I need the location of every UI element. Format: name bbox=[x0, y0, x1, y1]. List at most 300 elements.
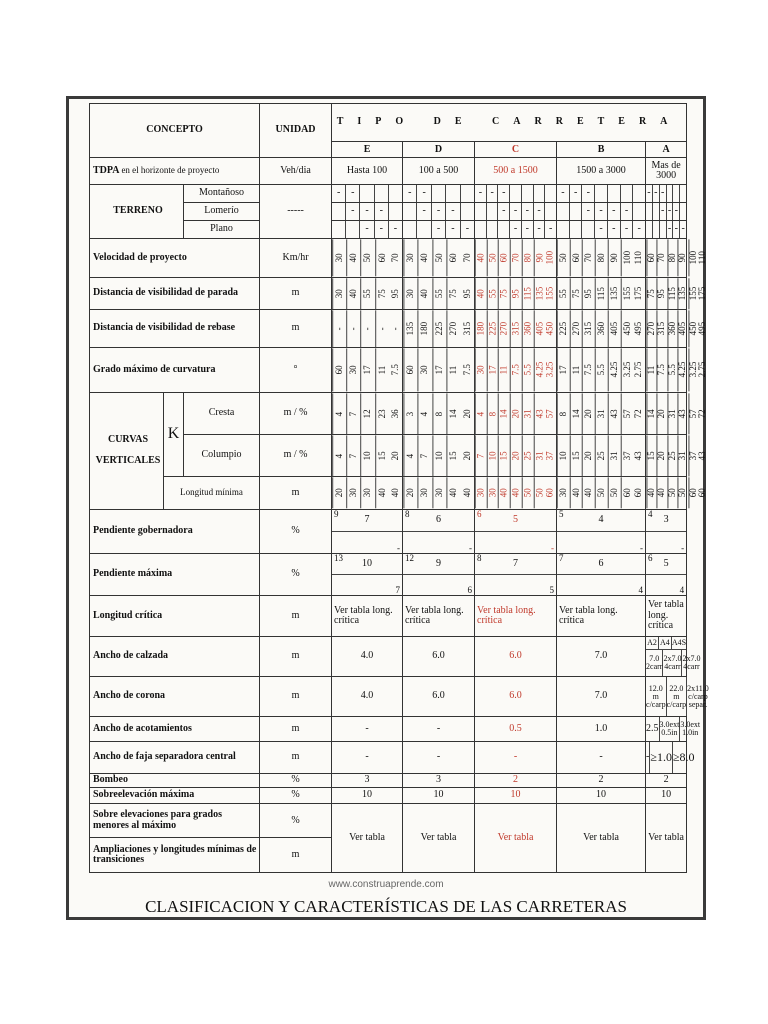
bombeo-C: 2 bbox=[475, 773, 557, 787]
gob-E-mid: 7 bbox=[364, 513, 370, 525]
cresta-B-value: 14 bbox=[570, 393, 583, 434]
columpio-label: Columpio bbox=[184, 434, 260, 476]
parada-B-value: 95 bbox=[582, 278, 595, 309]
longitud-B-value: 40 bbox=[582, 477, 595, 508]
critica-label: Longitud crítica bbox=[90, 596, 260, 636]
type-C: C bbox=[475, 142, 557, 158]
cresta-A-value: 43 bbox=[677, 393, 687, 434]
velocidad-row bbox=[90, 239, 687, 277]
columpio-D-value: 4 bbox=[403, 435, 417, 476]
curvatura-D-value: 11 bbox=[446, 348, 460, 391]
cresta-B-value: 20 bbox=[582, 393, 595, 434]
tdpa-A: Mas de 3000 bbox=[646, 158, 687, 184]
columpio-E-value: 20 bbox=[389, 451, 400, 461]
maxima-row bbox=[90, 553, 687, 595]
columpio-B-value: 15 bbox=[570, 435, 583, 476]
tdpa-E: Hasta 100 bbox=[332, 158, 403, 184]
rebase-A-value: 315 bbox=[656, 310, 666, 347]
cresta-C-value: 31 bbox=[522, 393, 534, 434]
parada-label: Distancia de visibilidad de parada bbox=[90, 277, 260, 309]
terreno-A-1: - - - bbox=[646, 184, 687, 202]
rebase-A bbox=[646, 310, 708, 347]
bombeo-label: Bombeo bbox=[90, 773, 260, 787]
parada-C-value: 95 bbox=[510, 278, 522, 309]
acotamientos-B: 1.0 bbox=[557, 717, 646, 741]
terreno-row-1 bbox=[90, 184, 687, 202]
curvatura-A-value: 5.5 bbox=[667, 348, 677, 391]
gob-B-br: - bbox=[640, 542, 644, 553]
type-B: B bbox=[557, 142, 646, 158]
road-classification-table bbox=[89, 103, 709, 873]
longitud-C-value: 50 bbox=[534, 477, 546, 508]
curvatura-E-value: 30 bbox=[346, 348, 360, 391]
maxima-label: Pendiente máxima bbox=[90, 553, 260, 595]
longitud-D-value: 40 bbox=[446, 477, 460, 508]
acotamientos-D: - bbox=[403, 717, 475, 741]
calzada-label: Ancho de calzada bbox=[90, 636, 260, 676]
longitud-D-value: 40 bbox=[461, 488, 472, 498]
ver-tabla-B: Ver tabla bbox=[557, 804, 646, 873]
parada-B bbox=[557, 278, 645, 309]
velocidad-D bbox=[403, 239, 474, 276]
cresta-C-value: 14 bbox=[498, 393, 510, 434]
cresta-label: Cresta bbox=[184, 392, 260, 434]
rebase-B-value: 225 bbox=[557, 310, 570, 347]
columpio-E bbox=[332, 435, 402, 476]
type-D: D bbox=[403, 142, 475, 158]
curvatura-B-value: 4.25 bbox=[608, 348, 621, 391]
faja-A4: ≥1.0 bbox=[650, 742, 673, 773]
rebase-A-value: 450 bbox=[688, 310, 698, 347]
parada-C-value: 40 bbox=[475, 278, 487, 309]
columpio-A-value: 43 bbox=[697, 451, 708, 461]
rebase-D bbox=[403, 310, 474, 347]
curvatura-D bbox=[403, 348, 474, 391]
acotamientos-A4: 3.0ext 0.5in bbox=[660, 717, 681, 740]
rebase-C-value: 225 bbox=[487, 310, 499, 347]
columpio-B-value: 25 bbox=[595, 435, 608, 476]
velocidad-C-value: 90 bbox=[534, 239, 546, 276]
rebase-B-value: 270 bbox=[570, 310, 583, 347]
parada-B-value: 75 bbox=[570, 278, 583, 309]
terreno-unit: ----- bbox=[260, 184, 332, 238]
parada-A bbox=[646, 278, 708, 309]
longitud-E-value: 40 bbox=[389, 488, 400, 498]
cresta-D-value: 8 bbox=[432, 393, 446, 434]
rebase-D-value: 135 bbox=[403, 310, 417, 347]
parada-A-value: 75 bbox=[646, 278, 656, 309]
curvatura-C-value: 11 bbox=[498, 348, 510, 391]
curvatura-D-value: 30 bbox=[417, 348, 431, 391]
gob-A-tl: 4 bbox=[648, 508, 653, 519]
curvatura-C-value: 17 bbox=[487, 348, 499, 391]
cresta-A-value: 72 bbox=[697, 408, 708, 418]
rebase-B-value: 495 bbox=[633, 321, 644, 336]
rebase-E-value: - bbox=[389, 326, 400, 330]
curvas-label-2: VERTICALES bbox=[95, 454, 161, 466]
parada-D-value: 75 bbox=[446, 278, 460, 309]
faja-C: - bbox=[475, 741, 557, 773]
bombeo-E: 3 bbox=[332, 773, 403, 787]
faja-unit: m bbox=[260, 741, 332, 773]
document-sheet bbox=[66, 96, 709, 920]
parada-E bbox=[332, 278, 402, 309]
longitud-C-value: 40 bbox=[498, 477, 510, 508]
parada-D-value: 95 bbox=[461, 288, 472, 298]
corona-row bbox=[90, 677, 687, 717]
acotamientos-unit: m bbox=[260, 717, 332, 741]
sobreelevacion-unit: % bbox=[260, 788, 332, 804]
columpio-D-value: 20 bbox=[461, 451, 472, 461]
gob-A-mid: 3 bbox=[663, 513, 669, 525]
a2-head: A2 bbox=[646, 637, 659, 649]
curvatura-B-value: 5.5 bbox=[595, 348, 608, 391]
parada-B-value: 155 bbox=[621, 278, 634, 309]
parada-E-value: 40 bbox=[346, 278, 360, 309]
faja-A4S: ≥8.0 bbox=[672, 750, 695, 765]
sobreelevacion-row bbox=[90, 788, 687, 804]
faja-D: - bbox=[403, 741, 475, 773]
velocidad-label: Velocidad de proyecto bbox=[90, 239, 260, 277]
gob-A-br: - bbox=[681, 542, 685, 553]
document-title: CLASIFICACION Y CARACTERÍSTICAS DE LAS CARRETERAS bbox=[145, 897, 627, 916]
curvatura-C-value: 3.25 bbox=[544, 361, 555, 378]
calzada-D: 6.0 bbox=[403, 636, 475, 676]
rebase-A-value: 270 bbox=[646, 310, 656, 347]
gobernadora-unit: % bbox=[260, 509, 332, 553]
longitud-B bbox=[557, 477, 645, 508]
max-B-tl: 7 bbox=[559, 552, 564, 563]
a4-head: A4 bbox=[659, 637, 672, 649]
gob-B-mid: 4 bbox=[598, 513, 604, 525]
corona-label: Ancho de corona bbox=[90, 677, 260, 717]
critica-row bbox=[90, 596, 687, 636]
max-E-mid: 10 bbox=[362, 557, 373, 569]
longitud-C bbox=[475, 477, 556, 508]
velocidad-C-value: 60 bbox=[498, 239, 510, 276]
velocidad-D-value: 70 bbox=[461, 253, 472, 263]
calzada-A4: 2x7.0 4carr bbox=[663, 650, 682, 676]
parada-A-value: 135 bbox=[677, 278, 687, 309]
terreno-lomerio: Lomerío bbox=[184, 202, 260, 220]
columpio-C-value: 37 bbox=[544, 451, 555, 461]
columpio-C-value: 15 bbox=[498, 435, 510, 476]
acotamientos-label: Ancho de acotamientos bbox=[90, 717, 260, 741]
rebase-A-value: 360 bbox=[667, 310, 677, 347]
rebase-D-value: 270 bbox=[446, 310, 460, 347]
tipo-header: TIPO DE CARRETERA bbox=[332, 104, 687, 142]
rebase-E-value: - bbox=[375, 310, 389, 347]
rebase-D-value: 225 bbox=[432, 310, 446, 347]
rebase-E-value: - bbox=[332, 310, 346, 347]
max-E-tl: 13 bbox=[334, 552, 344, 563]
header-row bbox=[90, 104, 687, 142]
rebase-C bbox=[475, 310, 556, 347]
gob-B-tl: 5 bbox=[559, 508, 564, 519]
cresta-D bbox=[403, 393, 474, 434]
velocidad-A-value: 60 bbox=[646, 239, 656, 276]
rebase-C-value: 405 bbox=[534, 310, 546, 347]
parada-A-value: 115 bbox=[667, 278, 677, 309]
corona-D: 6.0 bbox=[403, 677, 475, 717]
max-A-mid: 5 bbox=[663, 557, 669, 569]
velocidad-A-value: 90 bbox=[677, 239, 687, 276]
longitud-A-value: 40 bbox=[656, 477, 666, 508]
bombeo-B: 2 bbox=[557, 773, 646, 787]
corona-unit: m bbox=[260, 677, 332, 717]
velocidad-E bbox=[332, 239, 402, 276]
velocidad-E-value: 60 bbox=[375, 239, 389, 276]
curvatura-A bbox=[646, 348, 708, 391]
parada-C bbox=[475, 278, 556, 309]
rebase-B bbox=[557, 310, 645, 347]
faja-row bbox=[90, 741, 687, 773]
velocidad-C bbox=[475, 239, 556, 276]
longitud-E-value: 20 bbox=[332, 477, 346, 508]
curvas-label bbox=[90, 392, 164, 509]
max-C-tl: 8 bbox=[477, 552, 482, 563]
columpio-B-value: 31 bbox=[608, 435, 621, 476]
cresta-B-value: 43 bbox=[608, 393, 621, 434]
calzada-B: 7.0 bbox=[557, 636, 646, 676]
cresta-unit: m / % bbox=[260, 392, 332, 434]
max-A-br: 4 bbox=[679, 584, 685, 595]
columpio-E-value: 15 bbox=[375, 435, 389, 476]
rebase-A-value: 405 bbox=[677, 310, 687, 347]
terreno-row-3: Plano - - - - - - - - - - - - - - - - - bbox=[90, 221, 687, 239]
calzada-A2: 7.0 2carr bbox=[646, 650, 663, 676]
bombeo-D: 3 bbox=[403, 773, 475, 787]
cresta-B-value: 72 bbox=[633, 408, 644, 418]
columpio-E-value: 4 bbox=[332, 435, 346, 476]
cresta-A-value: 14 bbox=[646, 393, 656, 434]
longitud-B-value: 50 bbox=[595, 477, 608, 508]
sobreelevacion-E: 10 bbox=[332, 788, 403, 804]
parada-C-value: 75 bbox=[498, 278, 510, 309]
parada-C-value: 155 bbox=[544, 286, 555, 300]
tdpa-B: 1500 a 3000 bbox=[557, 158, 646, 184]
columpio-A-value: 25 bbox=[667, 435, 677, 476]
parada-D-value: 55 bbox=[432, 278, 446, 309]
longitud-C-value: 50 bbox=[522, 477, 534, 508]
tdpa-label-bold: TDPA bbox=[93, 164, 119, 176]
curvatura-A-value: 4.25 bbox=[677, 348, 687, 391]
longitud-C-value: 60 bbox=[544, 488, 555, 498]
rebase-A-value: 495 bbox=[697, 321, 708, 336]
a4s-head: A4S bbox=[671, 637, 687, 647]
maxima-unit: % bbox=[260, 553, 332, 595]
parada-E-value: 30 bbox=[332, 278, 346, 309]
critica-E: Ver tabla long. crítica bbox=[332, 596, 403, 636]
calzada-unit: m bbox=[260, 636, 332, 676]
velocidad-D-value: 60 bbox=[446, 239, 460, 276]
columpio-unit: m / % bbox=[260, 434, 332, 476]
columpio-C-value: 25 bbox=[522, 435, 534, 476]
faja-A2: - bbox=[646, 742, 650, 773]
cresta-A bbox=[646, 393, 708, 434]
velocidad-E-value: 50 bbox=[360, 239, 374, 276]
velocidad-unit: Km/hr bbox=[260, 239, 332, 277]
faja-B: - bbox=[557, 741, 646, 773]
corona-B: 7.0 bbox=[557, 677, 646, 717]
rebase-B-value: 360 bbox=[595, 310, 608, 347]
corona-C: 6.0 bbox=[475, 677, 557, 717]
terreno-B-1: - - - bbox=[557, 184, 646, 202]
sobreelevacion-label: Sobreelevación máxima bbox=[90, 788, 260, 804]
rebase-B-value: 315 bbox=[582, 310, 595, 347]
curvatura-B-value: 17 bbox=[557, 348, 570, 391]
curvatura-A-value: 11 bbox=[646, 348, 656, 391]
velocidad-B-value: 60 bbox=[570, 239, 583, 276]
rebase-unit: m bbox=[260, 309, 332, 347]
curvatura-E-value: 7.5 bbox=[389, 364, 400, 376]
acotamientos-C: 0.5 bbox=[475, 717, 557, 741]
curvatura-D-value: 60 bbox=[403, 348, 417, 391]
k-label: K bbox=[164, 392, 184, 477]
parada-B-value: 115 bbox=[595, 278, 608, 309]
columpio-C-value: 7 bbox=[475, 435, 487, 476]
curvatura-B-value: 3.25 bbox=[621, 348, 634, 391]
longitud-label: Longitud mínima bbox=[164, 477, 260, 509]
parada-E-value: 55 bbox=[360, 278, 374, 309]
max-E-br: 7 bbox=[395, 584, 401, 595]
calzada-C: 6.0 bbox=[475, 636, 557, 676]
curvatura-E bbox=[332, 348, 402, 391]
curvatura-B bbox=[557, 348, 645, 391]
cresta-C-value: 20 bbox=[510, 393, 522, 434]
longitud-A-value: 60 bbox=[688, 477, 698, 508]
sobre-grados-unit: % bbox=[260, 804, 332, 838]
curvatura-C-value: 4.25 bbox=[534, 348, 546, 391]
longitud-C-value: 40 bbox=[510, 477, 522, 508]
longitud-B-value: 30 bbox=[557, 477, 570, 508]
ampliaciones-unit: m bbox=[260, 838, 332, 873]
tdpa-C: 500 a 1500 bbox=[475, 158, 557, 184]
faja-E: - bbox=[332, 741, 403, 773]
rebase-C-value: 315 bbox=[510, 310, 522, 347]
longitud-D-value: 30 bbox=[417, 477, 431, 508]
longitud-row bbox=[90, 477, 687, 509]
terreno-plano: Plano bbox=[184, 221, 260, 239]
sobre-grados-row bbox=[90, 804, 687, 838]
parada-row bbox=[90, 277, 687, 309]
parada-D-value: 30 bbox=[403, 278, 417, 309]
cresta-D-value: 4 bbox=[417, 393, 431, 434]
rebase-C-value: 270 bbox=[498, 310, 510, 347]
columpio-C bbox=[475, 435, 556, 476]
curvatura-E-value: 11 bbox=[375, 348, 389, 391]
velocidad-D-value: 40 bbox=[417, 239, 431, 276]
cresta-E-value: 4 bbox=[332, 393, 346, 434]
curvatura-C-value: 7.5 bbox=[510, 348, 522, 391]
cresta-B-value: 8 bbox=[557, 393, 570, 434]
longitud-unit: m bbox=[260, 477, 332, 509]
velocidad-E-value: 40 bbox=[346, 239, 360, 276]
cresta-B-value: 57 bbox=[621, 393, 634, 434]
columpio-A-value: 37 bbox=[688, 435, 698, 476]
critica-A: Ver tabla long. crítica bbox=[646, 596, 687, 636]
critica-C: Ver tabla long. crítica bbox=[475, 596, 557, 636]
max-A-tl: 6 bbox=[648, 552, 653, 563]
parada-C-value: 115 bbox=[522, 278, 534, 309]
columpio-B-value: 37 bbox=[621, 435, 634, 476]
ampliaciones-label: Ampliaciones y longitudes mínimas de transiciones bbox=[90, 838, 260, 873]
longitud-D-value: 30 bbox=[432, 477, 446, 508]
calzada-E: 4.0 bbox=[332, 636, 403, 676]
terreno-C-1: - - - bbox=[475, 184, 557, 202]
sobre-grados-label: Sobre elevaciones para grados menores al máximo bbox=[90, 804, 260, 838]
tdpa-unit: Veh/dia bbox=[260, 158, 332, 184]
longitud-D-value: 20 bbox=[403, 477, 417, 508]
curvatura-E-value: 17 bbox=[360, 348, 374, 391]
acotamientos-A2: 2.5 bbox=[646, 717, 660, 740]
columpio-A-value: 31 bbox=[677, 435, 687, 476]
velocidad-B-value: 100 bbox=[621, 239, 634, 276]
parada-A-value: 155 bbox=[688, 278, 698, 309]
rebase-C-value: 360 bbox=[522, 310, 534, 347]
gob-C-br: - bbox=[551, 542, 555, 553]
acotamientos-A4S: 3.0ext 1.0in bbox=[680, 720, 701, 738]
columpio-A-value: 15 bbox=[646, 435, 656, 476]
sobreelevacion-B: 10 bbox=[557, 788, 646, 804]
velocidad-D-value: 50 bbox=[432, 239, 446, 276]
gob-E-tl: 9 bbox=[334, 508, 339, 519]
columpio-A bbox=[646, 435, 708, 476]
longitud-B-value: 60 bbox=[633, 488, 644, 498]
ver-tabla-C: Ver tabla bbox=[475, 804, 557, 873]
curvatura-B-value: 11 bbox=[570, 348, 583, 391]
cresta-D-value: 3 bbox=[403, 393, 417, 434]
cresta-B-value: 31 bbox=[595, 393, 608, 434]
velocidad-B-value: 50 bbox=[557, 239, 570, 276]
cresta-A-value: 31 bbox=[667, 393, 677, 434]
rebase-D-value: 180 bbox=[417, 310, 431, 347]
columpio-E-value: 10 bbox=[360, 435, 374, 476]
velocidad-E-value: 70 bbox=[389, 253, 400, 263]
cresta-C-value: 43 bbox=[534, 393, 546, 434]
terreno-row-2: Lomerío - - - - - - - - - - - - - - - - - bbox=[90, 202, 687, 220]
parada-A-value: 175 bbox=[697, 286, 708, 300]
columpio-B-value: 20 bbox=[582, 435, 595, 476]
columpio-C-value: 31 bbox=[534, 435, 546, 476]
longitud-E bbox=[332, 477, 402, 508]
ver-tabla-E: Ver tabla bbox=[332, 804, 403, 873]
source-url: www.construaprende.com bbox=[328, 879, 444, 890]
curvatura-E-value: 60 bbox=[332, 348, 346, 391]
columpio-D bbox=[403, 435, 474, 476]
curvatura-row bbox=[90, 348, 687, 392]
curvatura-A-value: 7.5 bbox=[656, 348, 666, 391]
columpio-D-value: 15 bbox=[446, 435, 460, 476]
curvatura-D-value: 7.5 bbox=[461, 364, 472, 376]
longitud-E-value: 30 bbox=[360, 477, 374, 508]
columpio-D-value: 7 bbox=[417, 435, 431, 476]
cresta-E-value: 7 bbox=[346, 393, 360, 434]
bombeo-A: 2 bbox=[646, 773, 687, 787]
corona-A4S: 2x11.0 c/carp separ. bbox=[687, 683, 709, 709]
longitud-A-value: 60 bbox=[697, 488, 708, 498]
longitud-A-value: 50 bbox=[667, 477, 677, 508]
max-D-tl: 12 bbox=[405, 552, 415, 563]
velocidad-C-value: 70 bbox=[510, 239, 522, 276]
columpio-B-value: 10 bbox=[557, 435, 570, 476]
max-C-mid: 7 bbox=[513, 557, 519, 569]
curvas-label-1: CURVAS bbox=[107, 434, 149, 446]
sobreelevacion-C: 10 bbox=[475, 788, 557, 804]
velocidad-A bbox=[646, 239, 708, 276]
cresta-B bbox=[557, 393, 645, 434]
sobreelevacion-D: 10 bbox=[403, 788, 475, 804]
